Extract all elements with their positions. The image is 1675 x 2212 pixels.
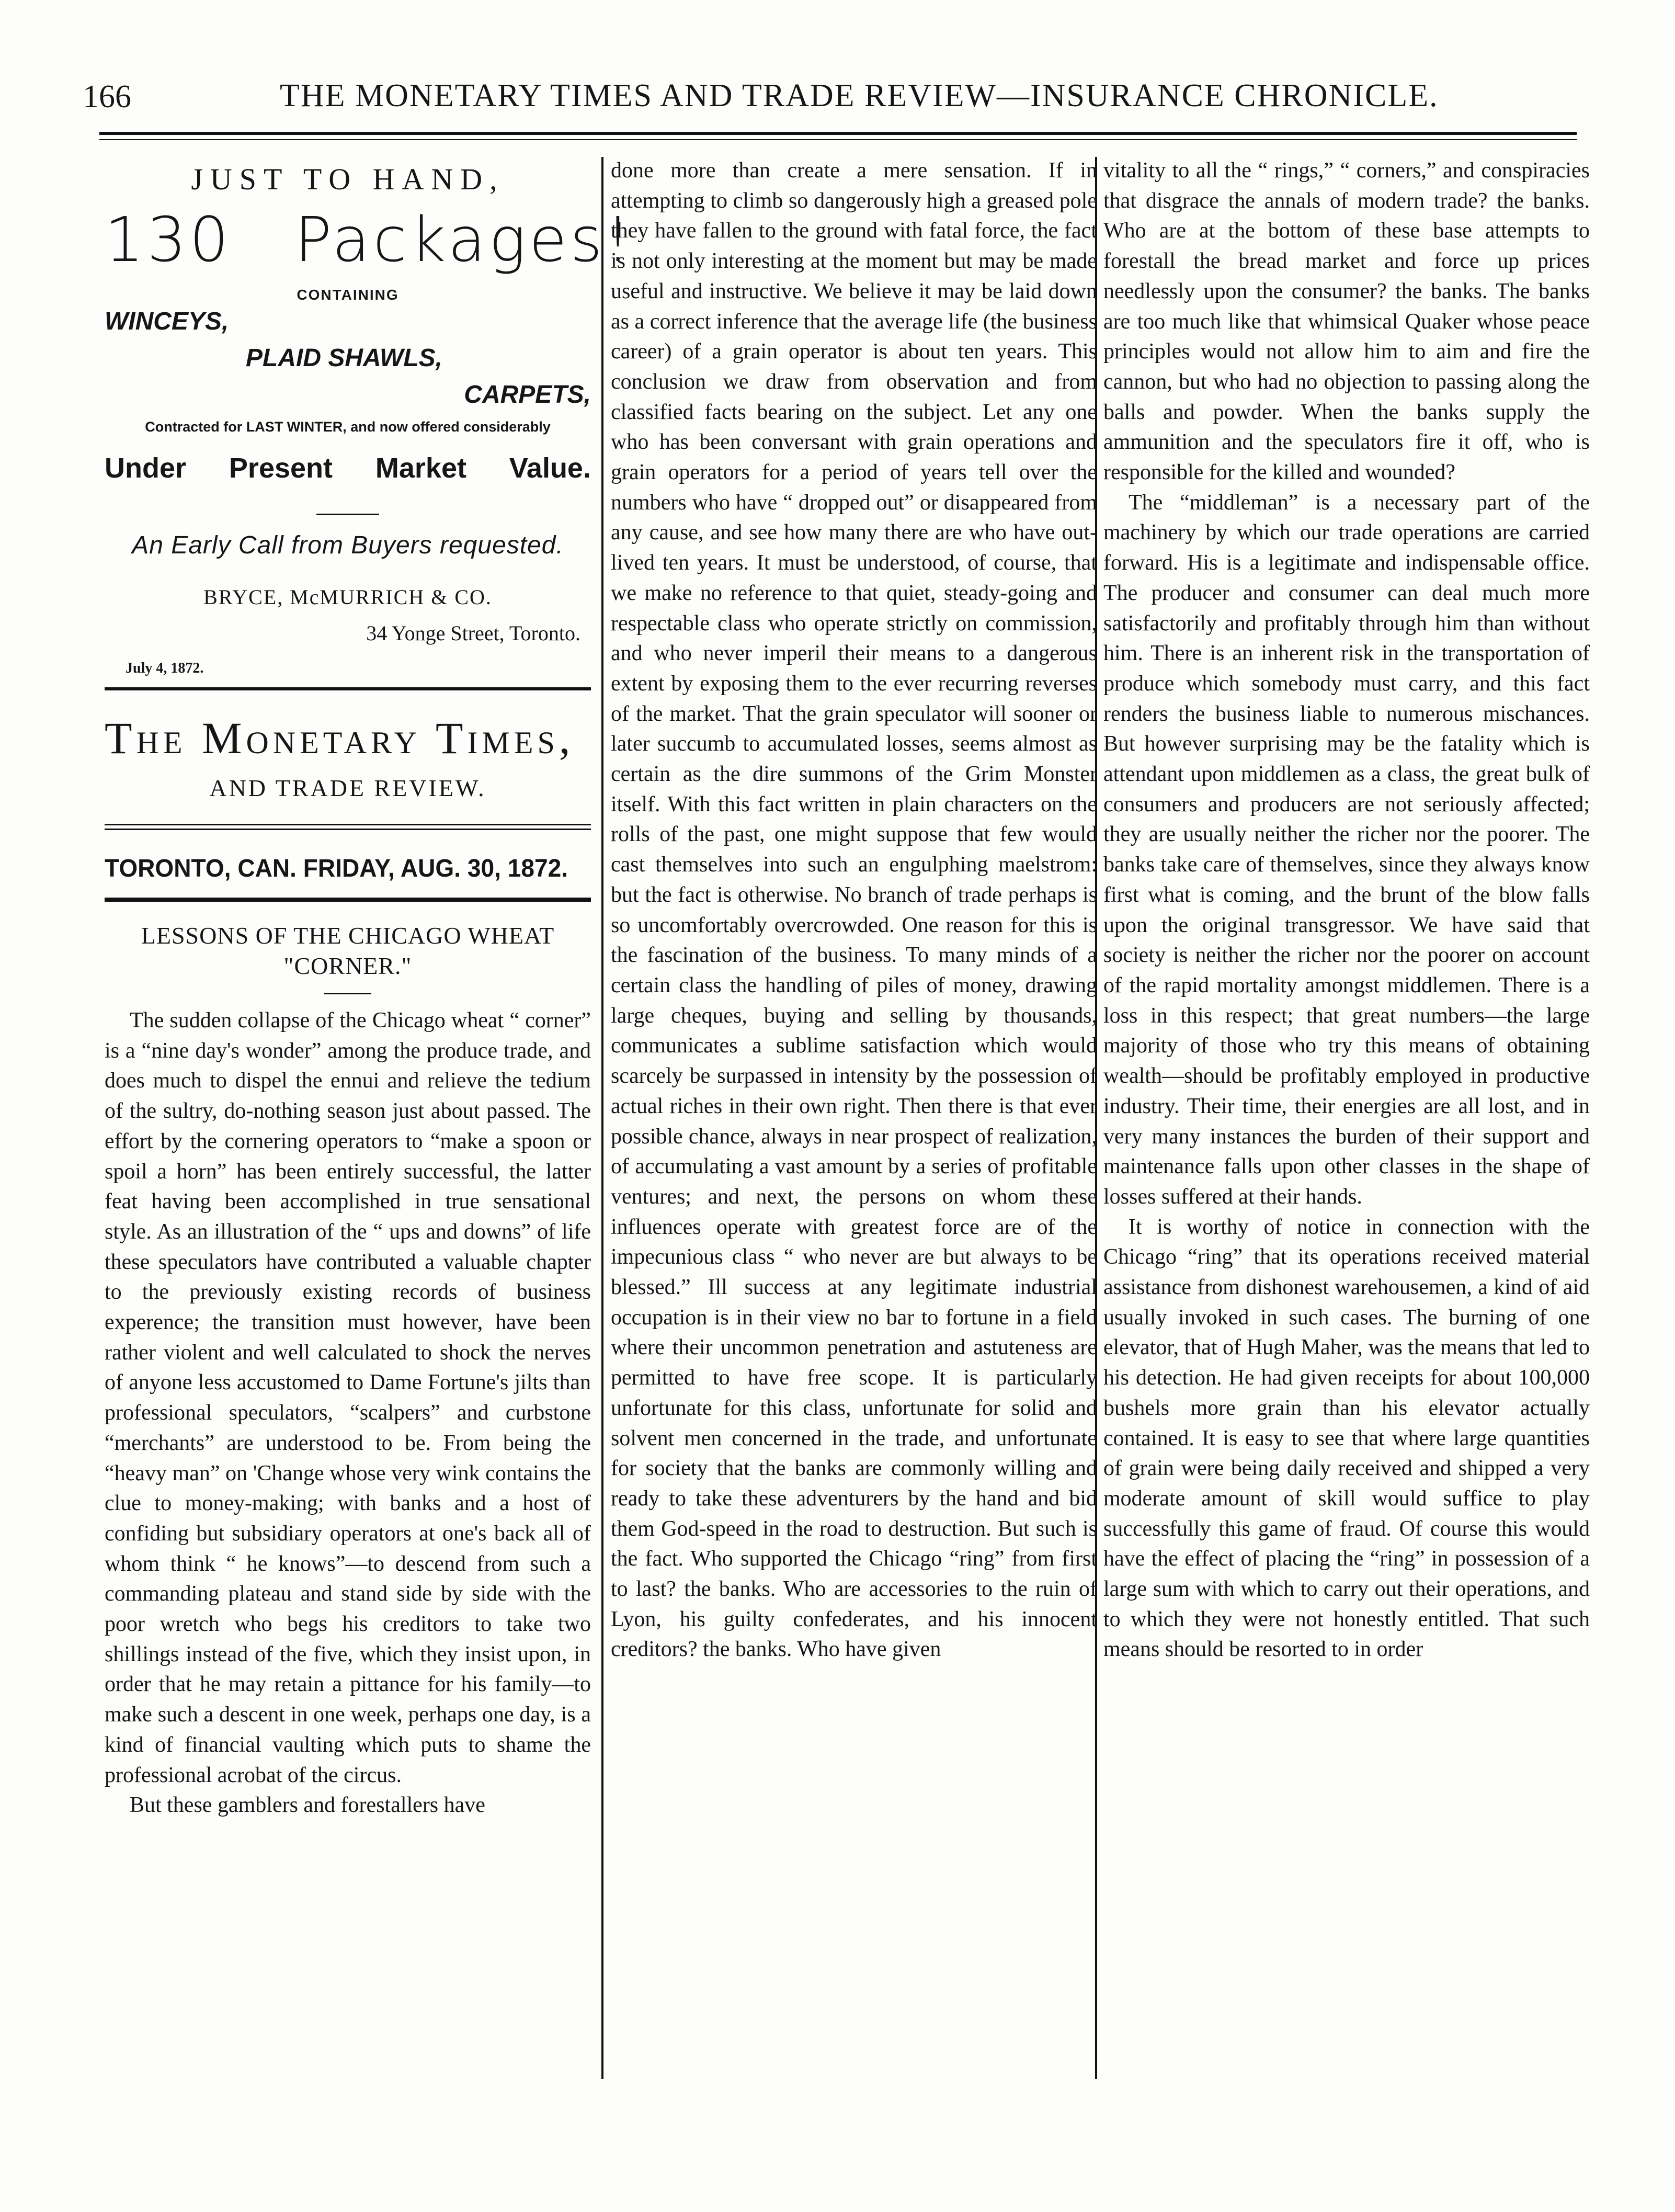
ad-divider <box>316 514 379 515</box>
ad-early-call: An Early Call from Buyers requested. <box>132 531 564 559</box>
ad-firm-name: BRYCE, McMURRICH & CO. <box>203 585 492 609</box>
masthead-double-rule <box>105 824 591 830</box>
header-rule-thin <box>99 139 1577 140</box>
ad-market-word: Under <box>105 452 187 484</box>
article-paragraph: It is worthy of notice in connection with the Chicago “ring” that its operations received material assistance from dishonest warehousemen, a kind of aid usually invoked in such cases. The burning of one elevator, that of Hugh Maher, was the means that led to his detection. He had given receipts for about 100,000 bushels more grain than his elevator actually contained. It is easy to see that where large quantities of grain were being daily received and shipped a very moderate amount of skill would suffice to play successfully this game of fraud. Of course this would have the effect of placing the “ring” in possession of a large sum with which to carry out their operations, and to which they were not honestly entitled. That such means should be resorted to in order <box>1103 1215 1590 1662</box>
masthead-subtitle: AND TRADE REVIEW. <box>209 775 486 801</box>
running-title: THE MONETARY TIMES AND TRADE REVIEW—INSURANCE CHRONICLE. <box>280 78 1439 114</box>
article-paragraph: But these gamblers and forestallers have <box>130 1793 485 1818</box>
ad-market-word: Market <box>375 452 466 484</box>
advertisement <box>105 156 634 677</box>
header-rule-thick <box>99 132 1577 135</box>
column-1 <box>105 156 634 1821</box>
article-body-column-1 <box>105 1006 591 1821</box>
ad-address: 34 Yonge Street, Toronto. <box>366 621 580 645</box>
masthead-title: The Monetary Times, <box>105 713 575 763</box>
ad-packages-word: Packages! <box>294 203 634 276</box>
article-paragraph: done more than create a mere sensation. If in attempting to climb so dangerously high a greased pole they have fallen to the ground with fatal force, the fact is not only interesting at the moment but may be made useful and instructive. We believe it may be laid down as a correct inference that the average life (the business career) of a grain operator is about ten years. This conclusion we draw from observation and from classified facts bearing on the subject. Let any one who has been conversant with grain operations and grain operators for a period of years tell over the numbers who have “ dropped out” or disappeared from any cause, and see how many there are who have out-lived ten years. It must be understood, of course, that we make no reference to that quiet, steady-going and respectable class who operate strictly on commission, and who never imperil their means to a dangerous extent by exposing them to the ever recurring reverses of the market. That the grain speculator will sooner or later succumb to accumulated losses, seems almost as certain as the dire summons of the Grim Monster itself. With this fact written in plain characters on the rolls of the past, one might suppose that few would cast themselves into such an engulphing maelstrom: but the fact is otherwise. No branch of trade perhaps is so uncomfortably overcrowded. One reason for this is the fascination of the business. To many minds of a certain class the handling of piles of money, drawing large cheques, buying and selling by thousands, communicates a sublime satisfaction which would scarcely be surpassed in intensity by the possession of actual riches in their own right. Then there is that ever possible chance, always in near prospect of realization, of accumulating a vast amount by a series of profitable ventures; and next, the persons on whom these influences operate with greatest force are of the impecunious class “ who never are but always to be blessed.” Ill success at any legitimate industrial occupation is in their view no bar to fortune in a field where their uncommon penetration and astuteness are permitted to have free scope. It is particularly unfortunate for this class, unfortunate for solid and solvent men concerned in the trade, and unfortunate for society that the banks are commonly willing and ready to take these adventurers by the hand and bid them God-speed in the road to destruction. But such is the fact. Who supported the Chicago “ring” from first to last? the banks. Who are accessories to the ruin of Lyon, his guilty confederates, and his innocent creditors? the banks. Who have given <box>611 158 1097 1662</box>
ad-contracted-note: Contracted for LAST WINTER, and now offered considerably <box>145 419 551 435</box>
article-body-column-2 <box>611 156 1097 1665</box>
dateline: TORONTO, CAN. FRIDAY, AUG. 30, 1872. <box>105 855 568 882</box>
article-paragraph: vitality to all the “ rings,” “ corners,” and conspiracies that disgrace the annals of modern trade? the banks. Who are at the bottom of these base attempts to forestall the bread market and force up prices needlessly upon the consumer? the banks. The banks are too much like that whimsical Quaker whose peace principles would not allow him to aim and fire the cannon, but who had no objection to passing along the balls and powder. When the banks supply the ammunition and the speculators fire it off, who is responsible for the killed and wounded? <box>1103 158 1590 485</box>
ad-goods-list <box>105 303 591 413</box>
ad-package-count: 130 <box>105 203 232 276</box>
column-2 <box>611 156 1097 1665</box>
ad-good-item: CARPETS, <box>464 381 591 409</box>
article-body-column-3 <box>1103 156 1590 1665</box>
ad-market-value-line <box>105 452 591 484</box>
ad-headline: JUST TO HAND, <box>191 162 505 196</box>
ad-date: July 4, 1872. <box>126 660 204 676</box>
ad-packages-line <box>105 203 634 276</box>
article-paragraph: The “middleman” is a necessary part of the machinery by which our trade operations are carried forward. His is a legitimate and indispensable office. The producer and consumer can deal much more satisfactorily and profitably through him than without him. There is an inherent risk in the transportation of produce which somebody must carry, and this fact renders the business liable to numerous mischances. But however surprising may be the fatality which is attendant upon middlemen as a class, the great bulk of consumers and producers are not seriously affected; they are usually neither the richer nor the poorer. The banks take care of themselves, since they always know first what is coming, and the brunt of the blow falls upon the original transgressor. We have said that society is neither the richer nor the poorer on account of the rapid mortality amongst middlemen. There is a loss in this respect; that great numbers—the large majority of those who try this means of obtaining wealth—should be profitably employed in productive industry. Their time, their energies are all lost, and in very many instances the burden of their support and maintenance falls upon other classes in the shape of losses suffered at their hands. <box>1103 490 1590 1209</box>
article-title-rule <box>324 993 371 994</box>
page-number: 166 <box>83 79 131 115</box>
ad-good-item: PLAID SHAWLS, <box>246 344 443 372</box>
ad-market-word: Value. <box>509 452 591 484</box>
masthead-top-rule <box>105 687 591 690</box>
article-paragraph: The sudden collapse of the Chicago wheat “ corner” is a “nine day's wonder” among the produce trade, and does much to dispel the ennui and relieve the tedium of the sultry, do-nothing season just about passed. The effort by the cornering operators to “make a spoon or spoil a horn” has been entirely successful, the latter feat having been accomplished in true sensational style. As an illustration of the “ ups and downs” of life these speculators have contributed a valuable chapter to the previously existing records of business experence; the transition must however, have been rather violent and well calculated to shock the nerves of anyone less accustomed to Dame Fortune's jilts than professional speculators, “scalpers” and curbstone “merchants” are understood to be. From being the “heavy man” on 'Change whose very wink contains the clue to money-making; with banks and a host of confiding but subsidiary operators at one's back all of whom think “ he knows”—to descend from such a commanding plateau and stand side by side with the poor wretch who begs his creditors to take two shillings instead of the five, which they insist upon, in order that he may retain a pittance for his family—to make such a descent in one week, perhaps one day, is a kind of financial vaulting which puts to shame the professional acrobat of the circus. <box>105 1008 591 1787</box>
ad-good-item: WINCEYS, <box>105 308 229 335</box>
ad-market-word: Present <box>229 452 333 484</box>
dateline-rule <box>105 898 591 902</box>
ad-containing: CONTAINING <box>297 287 399 303</box>
column-divider-1 <box>601 157 603 2079</box>
column-3 <box>1103 156 1590 1665</box>
article-title: LESSONS OF THE CHICAGO WHEAT "CORNER." <box>141 922 555 979</box>
